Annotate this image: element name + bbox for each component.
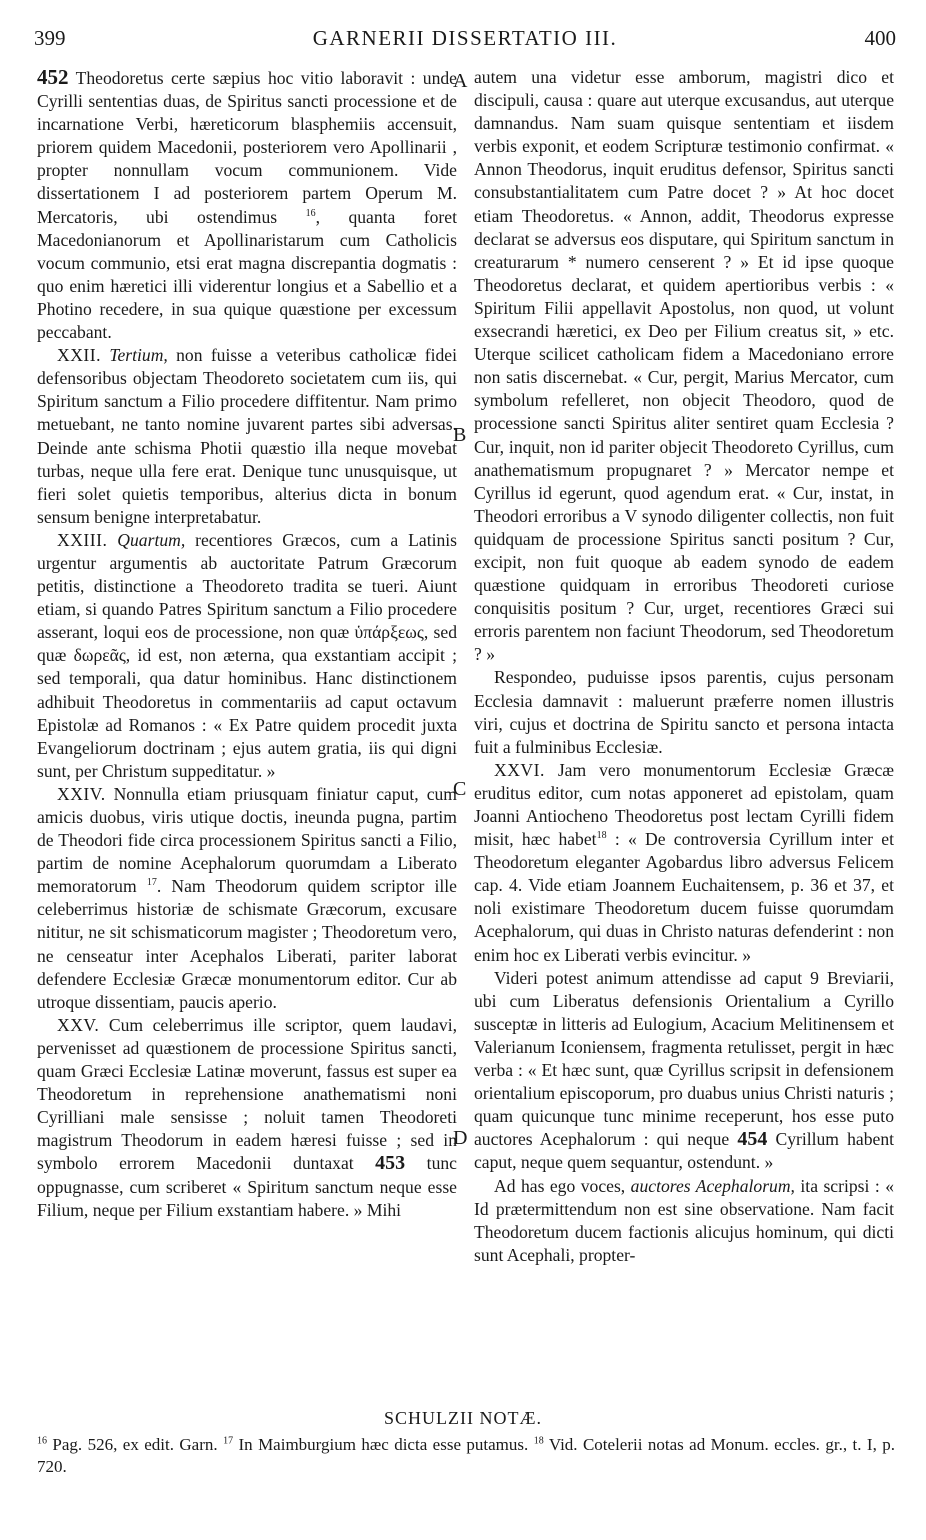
paragraph-right-2 — [474, 666, 894, 758]
footnote-ref-16: 16 — [305, 207, 316, 219]
paragraph-xxvi — [474, 759, 894, 967]
emphasis: Tertium, — [109, 345, 168, 366]
text: Jam vero monumentorum Ecclesiæ Græcæ eruditus editor, cum notas apponeret ad epistolam, quam Joanni Antiocheno Theodoretus post lectam Cyrilli fidem misit, hæc habet — [474, 759, 894, 850]
text: . Nam Theodorum quidem scriptor ille celeberrimus historiæ de schismate Græcorum, excusare nititur, ne sit schismaticorum magister ; Theodoretum vero, ne censeatur inter Acephalos Liberati, pariter laborat defendere Ecclesiæ Græcæ monumentorum editor. Cur ab utroque dissentiam, paucis aperio. — [37, 876, 457, 1012]
footnote-16-text: Pag. 526, ex edit. Garn. — [47, 1435, 224, 1454]
page-header — [34, 26, 896, 56]
footnote-17-text: In Maimburgium hæc dicta esse putamus. — [233, 1435, 534, 1454]
paragraph-xxiv — [37, 783, 457, 1014]
paragraph-xxv — [37, 1014, 457, 1222]
footnote-18-number: 18 — [533, 1435, 544, 1447]
page-number-left: 399 — [34, 26, 66, 50]
text: ita scripsi : « Id prætermittendum non est sine observatione. Nam facit Theodoretum ducem factionis alicujus hominum, qui dicti sunt Acephali, propter- — [474, 1175, 894, 1265]
footnote-ref-17: 17 — [146, 877, 157, 889]
text: Ad has ego voces, — [494, 1175, 626, 1196]
text: autem una videtur esse amborum, magistri dico et discipuli, causa : quare aut uterque excusandus, aut uterque damnandus. Nam suam quisque sententiam et iisdem verbis exponit, et eodem Scripturæ testimonio confirmat. « Annon Theodorus, inquit eruditus defensor, Spiritus sancti consubstantialitatem cum Patre docet ? » At hoc docet etiam Theodoretus. « Annon, addit, Theodorus expresse declarat se adversus eos disputare, qui Spiritum sanctum in creaturarum * numero censerent ? » Et id ipse quoque Theodoretus declarat, et quidem apertioribus verbis : « Spiritum Filii appellavit Apostolus, non quod, ut volunt exsecrandi hæretici, ex Deo per Filium creatus sit, » etc. Uterque scilicet catholicam fidem a Macedoniano errore non satis discernebat. « Cur, pergit, Marius Mercator, cum symbolum refelleret, non objecit Theodoro, quod de processione sancti Spiritus aliter sentiret quam Ecclesia ? Cur, inquit, non id pariter objecit Theodoreto Cyrillus, cum anathematismum propugnaret ? » Mercator nempe et Cyrillus id egerunt, quod agendum erat. « Cur, instat, in Theodori erroribus a V synodo diligenter collectis, non fuit quidquam de processione Spiritus sancti positum ? Cur, excipit, non fuit quoque ab eadem synodo de eadem quæstione quidquam in erroribus Theodoreti curiose conquisitis positum ? Cur, urget, recentiores Græci sui erroris parentem non faciunt Theodorum, sed Theodoretum ? » — [474, 67, 894, 665]
section-number: XXII. — [57, 345, 102, 366]
text: Cum celeberrimus ille scriptor, quem laudavi, pervenisset ad quæstionem de processione Spiritus sancti, quam Græci Ecclesiæ Latinæ moverunt, fassus est super ea Theodoretum in reprehensione anathematismi noni Cyrilliani male sensisse ; noluit tamen Theodoreti magistrum Theodorum in eadem hæresi fuisse ; sed in symbolo errorem Macedonii duntaxat — [37, 1014, 457, 1174]
section-number: XXV. — [57, 1014, 100, 1035]
section-number: XXIII. — [57, 529, 108, 550]
text: Theodoretus certe sæpius hoc vitio laboravit : unde Cyrilli sententias duas, de Spiritus sancti processione et de incarnatione Verbi, hæreticorum blasphemiis accensuit, priorem quidem Macedonii, posteriorem vero Apollinarii , propter nonnullam vocum communionem. Vide dissertationem I ad posteriorem partem Operum M. Mercatoris, ubi ostendimus — [37, 68, 457, 227]
paragraph-right-1 — [474, 66, 894, 666]
text: Videri potest animum attendisse ad caput 9 Breviarii, ubi cum Liberatus defensionis Orientalium a Cyrillo susceptæ in litteris ad Eulogium, Acacium Melitinensem et Valerianum Iconiensem, fragmenta retulisset, pergit in hæc verba : « Et hæc sunt, quæ Cyrillus scripsit in defensionem orientalium episcoporum, pro duabus unius Christi naturis ; quam quicunque tunc minime receperunt, hos esse puto auctores Acephalorum : qui neque — [474, 967, 894, 1150]
footnote-16-number: 16 — [37, 1435, 47, 1447]
margin-letter-d: D — [453, 1127, 468, 1149]
text: : « De controversia Cyrillum inter et Theodoretum eleganter Agobardus libro adversus Felicem cap. 4. Vide etiam Joannem Euchaitensem, p. 36 et 37, et noli existimare Theodoretum ducem fuisse quorumdam Acephalorum, qui duas in Christo naturas defenderint : non enim hoc ex Liberati verbis evincitur. » — [474, 829, 894, 965]
paragraph-left-1 — [37, 66, 457, 344]
margin-letter-a: A — [453, 70, 468, 92]
paragraph-xxii — [37, 344, 457, 529]
margin-letter-b: B — [453, 424, 467, 446]
left-column — [37, 66, 457, 1222]
page-number-right: 400 — [864, 26, 896, 50]
text: Respondeo, puduisse ipsos parentis, cujus personam Ecclesia damnavit : maluerunt præferre nomen illustris viri, cujus et doctrina de Spiritu sancto et persona intacta fuit a fulminibus Ecclesiæ. — [474, 667, 894, 757]
footnote-18-text: Vid. Cotelerii notas ad Monum. eccles. gr., t. I, p. 720. — [37, 1435, 895, 1476]
text: Cyrillum habent caput, neque quem sequantur, ostendunt. » — [474, 1129, 894, 1173]
page-marker-454: 454 — [737, 1128, 768, 1151]
page-marker-452: 452 — [37, 65, 69, 89]
emphasis: Quartum, — [117, 529, 186, 550]
text: recentiores Græcos, cum a Latinis urgentur argumentis ab auctoritate Patrum Græcorum petitis, distinctione a Theodoreto tradita se tueri. Aiunt etiam, si quando Patres Spiritum sanctum a Filio procedere asserant, loqui eos de processione, non quæ ὑπάρξεως, sed quæ δωρεᾶς, id est, non æterna, qua exstantiam accipit ; sed temporali, qua datur hominibus. Hanc distinctionem adhibuit Theodoretus in commentariis ad caput octavum Epistolæ ad Romanos : « Ex Patre quidem procedit juxta Evangeliorum doctrinam ; ejus autem gratia, iis qui digni sunt, per Christum suppeditatur. » — [37, 529, 457, 781]
paragraph-right-4 — [474, 967, 894, 1175]
section-number: XXIV. — [57, 783, 106, 804]
paragraph-right-5 — [474, 1175, 894, 1267]
footnote-17-number: 17 — [223, 1435, 234, 1447]
page-marker-453: 453 — [375, 1152, 406, 1175]
margin-letter-c: C — [453, 778, 467, 800]
footnotes — [37, 1434, 895, 1478]
text: , quanta foret Macedonianorum et Apollinaristarum cum Catholicis vocum communio, etsi erat magna discrepantia dogmatis : quo enim hæretici illi viderentur longius et a Sabellio et a Photino recedere, in sua quique quæstione per excessum peccabant. — [37, 206, 457, 343]
text: Nonnulla etiam priusquam finiatur caput, cum amicis duobus, viris utique doctis, ineunda pugna, partim de Theodori fide circa processionem Spiritus sancti a Filio, partim de nomine Acephalorum quorumdam a Liberato memoratorum — [37, 783, 457, 897]
running-title: GARNERII DISSERTATIO III. — [312, 26, 618, 50]
text: non fuisse a veteribus catholicæ fidei defensoribus objectam Theodoreto societatem cum iis, qui Spiritum sanctum a Filio procedere diffitentur. Nam primo metuebant, ne tanto nomine juvarent partes sibi adversas. Deinde ante schisma Photii quæstio illa neque movebat turbas, neque ulla fere erat. Denique tunc unusquisque, ut fieri solet quietis temporibus, alterius dicta in bonum sensum benigne interpretabatur. — [37, 345, 457, 527]
notes-heading: SCHULZII NOTÆ. — [384, 1408, 542, 1428]
footnote-ref-18: 18 — [596, 830, 607, 842]
text: tunc oppugnasse, cum scriberet « Spiritum sanctum neque esse Filium, neque per Filium exstantiam habere. » Mihi — [37, 1153, 457, 1220]
section-number: XXVI. — [494, 759, 545, 780]
right-column — [474, 66, 894, 1267]
paragraph-xxiii — [37, 529, 457, 783]
emphasis: auctores Acephalorum, — [630, 1175, 795, 1196]
